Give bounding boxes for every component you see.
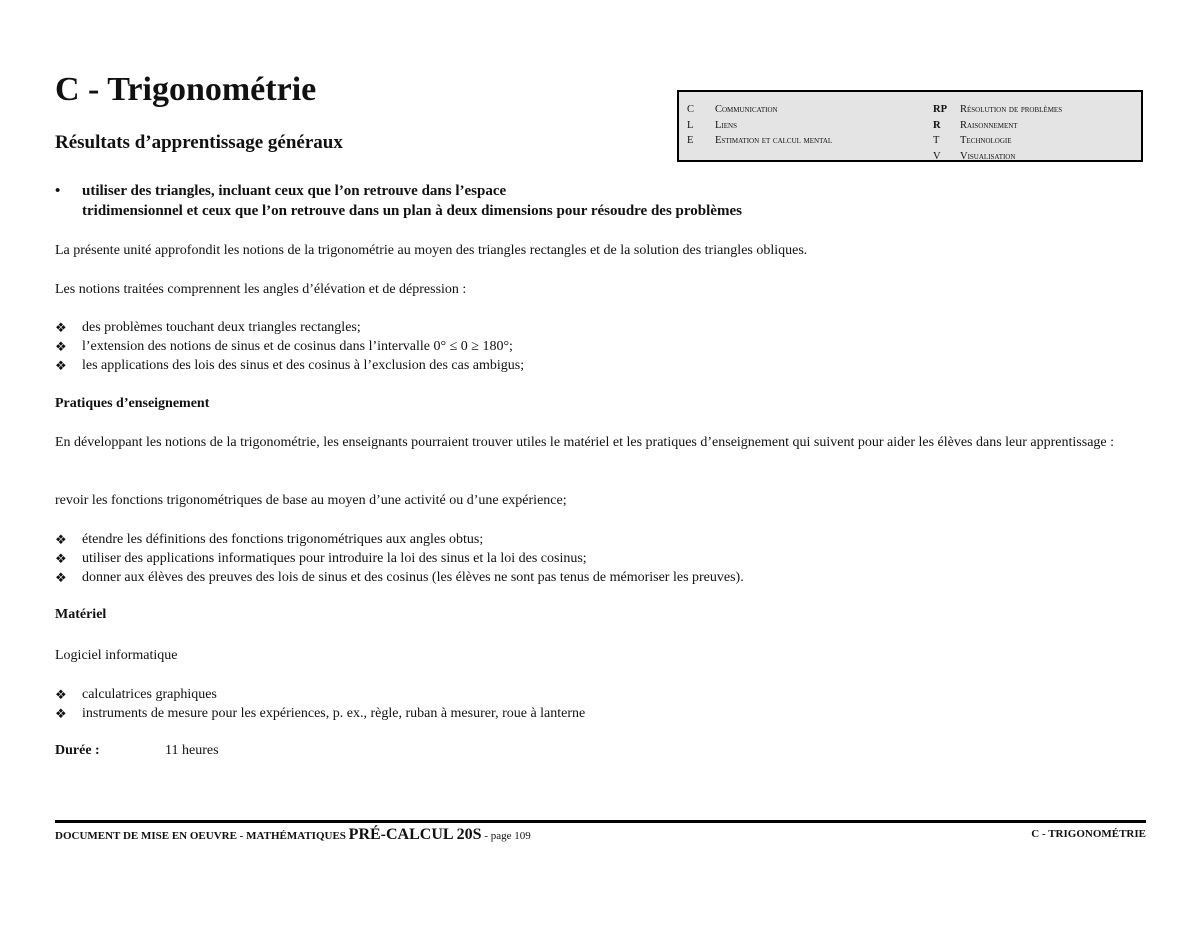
diamond-bullet-icon: ❖ — [55, 551, 67, 566]
outcome-line-1: utiliser des triangles, incluant ceux que l’on retrouve dans l’espace — [82, 183, 507, 199]
diamond-bullet-icon: ❖ — [55, 687, 67, 702]
legend-code-t: T — [933, 135, 940, 146]
diamond-bullet-icon: ❖ — [55, 532, 67, 547]
pratiques-list — [55, 530, 744, 587]
legend-label-liens: Liens — [715, 119, 737, 131]
diamond-bullet-icon: ❖ — [55, 570, 67, 585]
list-item: ❖ les applications des lois des sinus et des cosinus à l’exclusion des cas ambigus; — [55, 358, 525, 373]
list-item: ❖ l’extension des notions de sinus et de cosinus dans l’intervalle 0° ≤ 0 ≥ 180°; — [55, 339, 513, 354]
page-title: C - Trigonométrie — [55, 71, 317, 108]
materiel-first: Logiciel informatique — [55, 648, 178, 663]
legend-code-v: V — [933, 150, 941, 162]
diamond-bullet-icon: ❖ — [55, 358, 67, 373]
legend-label-raisonnement: Raisonnement — [960, 119, 1018, 131]
outcome-bullet: • — [55, 183, 61, 199]
legend-label-resolution: Résolution de problèmes — [960, 104, 1063, 115]
legend-box — [677, 90, 1143, 162]
footer-page-number: - page 109 — [481, 830, 531, 842]
footer-section-title: C - TRIGONOMÉTRIE — [1031, 828, 1146, 840]
legend-label-estimation: Estimation et calcul mental — [715, 135, 833, 146]
notions-list — [55, 318, 524, 375]
diamond-bullet-icon: ❖ — [55, 339, 67, 354]
legend-label-visualisation: Visualisation — [960, 150, 1016, 162]
legend-code-l: L — [687, 119, 694, 131]
list-item: ❖ des problèmes touchant deux triangles rectangles; — [55, 320, 361, 335]
legend-code-rp: RP — [933, 104, 947, 115]
materiel-list — [55, 685, 585, 723]
legend-code-e: E — [687, 135, 694, 146]
legend-code-r: R — [933, 119, 941, 131]
pratiques-first: revoir les fonctions trigonométriques de base au moyen d’une activité ou d’une expérience; — [55, 493, 567, 508]
intro-paragraph: La présente unité approfondit les notions de la trigonométrie au moyen des triangles rectangles et de la solution des triangles obliques. — [55, 243, 808, 258]
notions-lead: Les notions traitées comprennent les angles d’élévation et de dépression : — [55, 282, 467, 297]
list-item: ❖ calculatrices graphiques — [55, 687, 217, 702]
legend-label-communication: Communication — [715, 104, 778, 115]
duration-row — [55, 743, 219, 759]
heading-pratiques: Pratiques d’enseignement — [55, 396, 210, 411]
diamond-bullet-icon: ❖ — [55, 706, 67, 721]
section-subtitle: Résultats d’apprentissage généraux — [55, 132, 343, 153]
duration-value: 11 heures — [165, 743, 219, 758]
general-outcome — [55, 181, 1055, 223]
legend-label-technologie: Technologie — [960, 135, 1012, 146]
diamond-bullet-icon: ❖ — [55, 320, 67, 335]
list-item: ❖ instruments de mesure pour les expériences, p. ex., règle, ruban à mesurer, roue à lanterne — [55, 706, 586, 721]
pratiques-lead: En développant les notions de la trigonométrie, les enseignants pourraient trouver utiles le matériel et les pratiques d’enseignement qui suivent pour aider les élèves dans leur apprentissage : — [55, 435, 1115, 450]
heading-materiel: Matériel — [55, 607, 107, 622]
outcome-line-2: tridimensionnel et ceux que l’on retrouve dans un plan à deux dimensions pour résoudre des problèmes — [82, 203, 742, 219]
legend-code-c: C — [687, 104, 695, 115]
list-item: ❖ utiliser des applications informatiques pour introduire la loi des sinus et la loi des cosinus; — [55, 551, 587, 566]
list-item: ❖ étendre les définitions des fonctions trigonométriques aux angles obtus; — [55, 532, 484, 547]
footer-divider — [55, 820, 1146, 823]
footer-document-title: DOCUMENT DE MISE EN OEUVRE - MATHÉMATIQUES PRÉ-CALCUL 20S - page 109 — [55, 826, 531, 843]
list-item: ❖ donner aux élèves des preuves des lois de sinus et des cosinus (les élèves ne sont pas tenus de mémoriser les preuves). — [55, 570, 744, 585]
duration-label: Durée : — [55, 743, 100, 758]
